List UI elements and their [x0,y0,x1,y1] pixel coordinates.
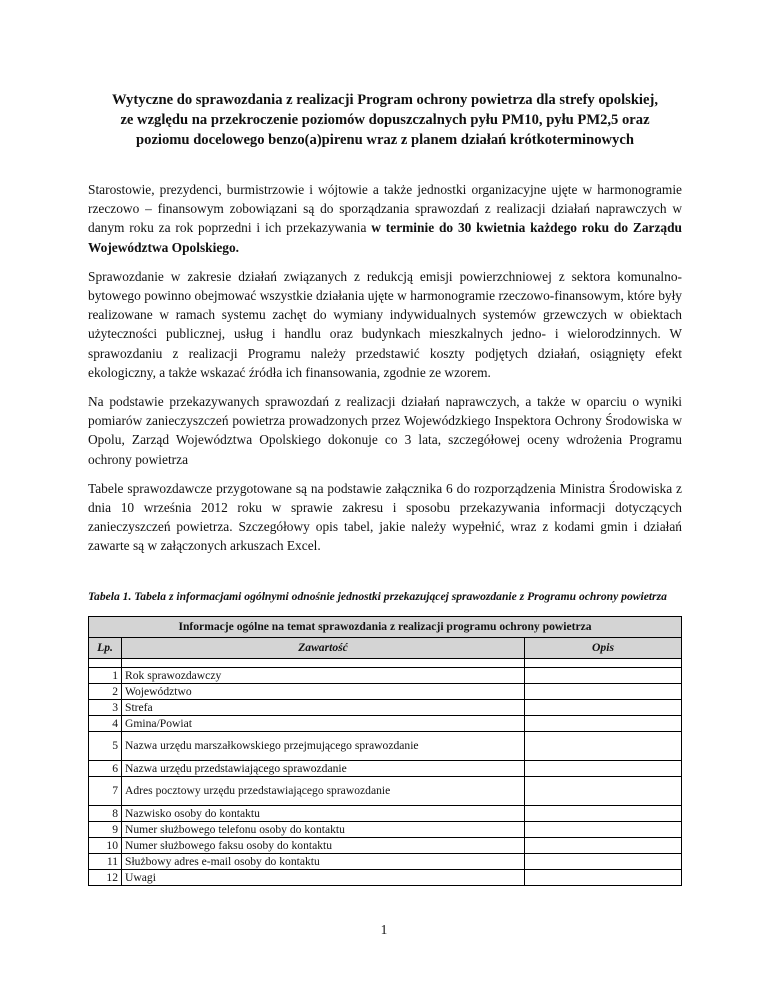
table-row [89,683,682,699]
row-description-cell[interactable] [525,776,682,805]
row-number: 9 [89,821,122,837]
table-row [89,805,682,821]
paragraph-4: Tabele sprawozdawcze przygotowane są na podstawie załącznika 6 do rozporządzenia Ministra Środowiska z dnia 10 września 2012 roku w sprawie zakresu i sposobu przekazywania informacji dotyczących zanieczyszczeń powietrza. Szczegółowy opis tabel, jakie należy wypełnić, wraz z kodami gmin i działań zawarte są w załączonych arkuszach Excel. [88,480,682,554]
row-description-cell[interactable] [525,683,682,699]
row-description-cell[interactable] [525,731,682,760]
row-number: 7 [89,776,122,805]
title-line: poziomu docelowego benzo(a)pirenu wraz z planem działań krótkoterminowych [136,132,634,148]
row-description-cell[interactable] [525,699,682,715]
page-number: 1 [380,922,388,937]
document-title [88,90,682,150]
row-number: 1 [89,667,122,683]
row-description-cell[interactable] [525,715,682,731]
row-content: Nazwa urzędu marszałkowskiego przejmującego sprawozdanie [122,731,525,760]
row-description-cell[interactable] [525,853,682,869]
row-number: 12 [89,869,122,885]
row-number: 2 [89,683,122,699]
row-number: 4 [89,715,122,731]
table-row [89,760,682,776]
row-number: 10 [89,837,122,853]
paragraph-2: Sprawozdanie w zakresie działań związanych z redukcją emisji powierzchniowej z sektora komunalno-bytowego powinno obejmować wszystkie działania ujęte w harmonogramie rzeczowo-finansowym, które były realizowane w ramach systemu zachęt do wymiany indywidualnych systemów grzewczych w obiektach użyteczności publicznej, usług i handlu oraz budynkach mieszkalnych jedno- i wielorodzinnych. W sprawozdaniu z realizacji Programu należy przedstawić koszty podjętych działań, osiągnięty efekt ekologiczny, a także wskazać źródła ich finansowania, zgodnie ze wzorem. [88,268,682,380]
paragraph-1-deadline: w terminie do 30 kwietnia każdego roku do Zarządu Województwa Opolskiego. [88,220,682,255]
row-description-cell[interactable] [525,667,682,683]
row-content: Nazwa urzędu przedstawiającego sprawozdanie [122,760,525,776]
info-table [88,616,682,886]
row-number: 11 [89,853,122,869]
column-header-desc: Opis [525,637,682,658]
table-caption: Tabela 1. Tabela z informacjami ogólnymi odnośnie jednostki przekazującej sprawozdanie z Programu ochrony powietrza [88,589,667,603]
spacer-row [89,658,682,667]
document-page [88,80,682,886]
row-content: Numer służbowego telefonu osoby do kontaktu [122,821,525,837]
table-row [89,821,682,837]
row-number: 6 [89,760,122,776]
row-content: Uwagi [122,869,525,885]
table-body [89,667,682,885]
row-number: 5 [89,731,122,760]
row-content: Nazwisko osoby do kontaktu [122,805,525,821]
row-description-cell[interactable] [525,760,682,776]
row-content: Służbowy adres e-mail osoby do kontaktu [122,853,525,869]
row-description-cell[interactable] [525,821,682,837]
paragraph-3: Na podstawie przekazywanych sprawozdań z realizacji działań naprawczych, a także w oparciu o wyniki pomiarów zanieczyszczeń powietrza prowadzonych przez Wojewódzkiego Inspektora Ochrony Środowiska w Opolu, Zarząd Województwa Opolskiego dokonuje co 3 lata, szczegółowej oceny wdrożenia Programu ochrony powietrza [88,394,682,467]
column-header-lp: Lp. [89,637,122,658]
table-row [89,699,682,715]
table-row [89,837,682,853]
table-row [89,776,682,805]
row-content: Strefa [122,699,525,715]
row-number: 3 [89,699,122,715]
column-header-content: Zawartość [122,637,525,658]
row-content: Rok sprawozdawczy [122,667,525,683]
row-content: Województwo [122,683,525,699]
row-content: Adres pocztowy urzędu przedstawiającego sprawozdanie [122,776,525,805]
row-content: Gmina/Powiat [122,715,525,731]
table-row [89,731,682,760]
row-description-cell[interactable] [525,805,682,821]
table-row [89,667,682,683]
row-description-cell[interactable] [525,837,682,853]
table-row [89,869,682,885]
paragraph-1-text: Starostowie, prezydenci, burmistrzowie i wójtowie a także jednostki organizacyjne ujęte w harmonogramie rzeczowo – finansowym zobowiązani są do sporządzania sprawozdań z realizacji działań naprawczych w danym roku za rok poprzedni i ich przekazywania [88,182,682,236]
row-number: 8 [89,805,122,821]
table-row [89,853,682,869]
table-row [89,715,682,731]
paragraph-1 [88,180,682,257]
title-line: ze względu na przekroczenie poziomów dopuszczalnych pyłu PM10, pyłu PM2,5 oraz [120,112,650,128]
title-line: Wytyczne do sprawozdania z realizacji Program ochrony powietrza dla strefy opolskiej, [112,92,658,108]
row-description-cell[interactable] [525,869,682,885]
row-content: Numer służbowego faksu osoby do kontaktu [122,837,525,853]
table-main-header: Informacje ogólne na temat sprawozdania z realizacji programu ochrony powietrza [89,616,682,637]
